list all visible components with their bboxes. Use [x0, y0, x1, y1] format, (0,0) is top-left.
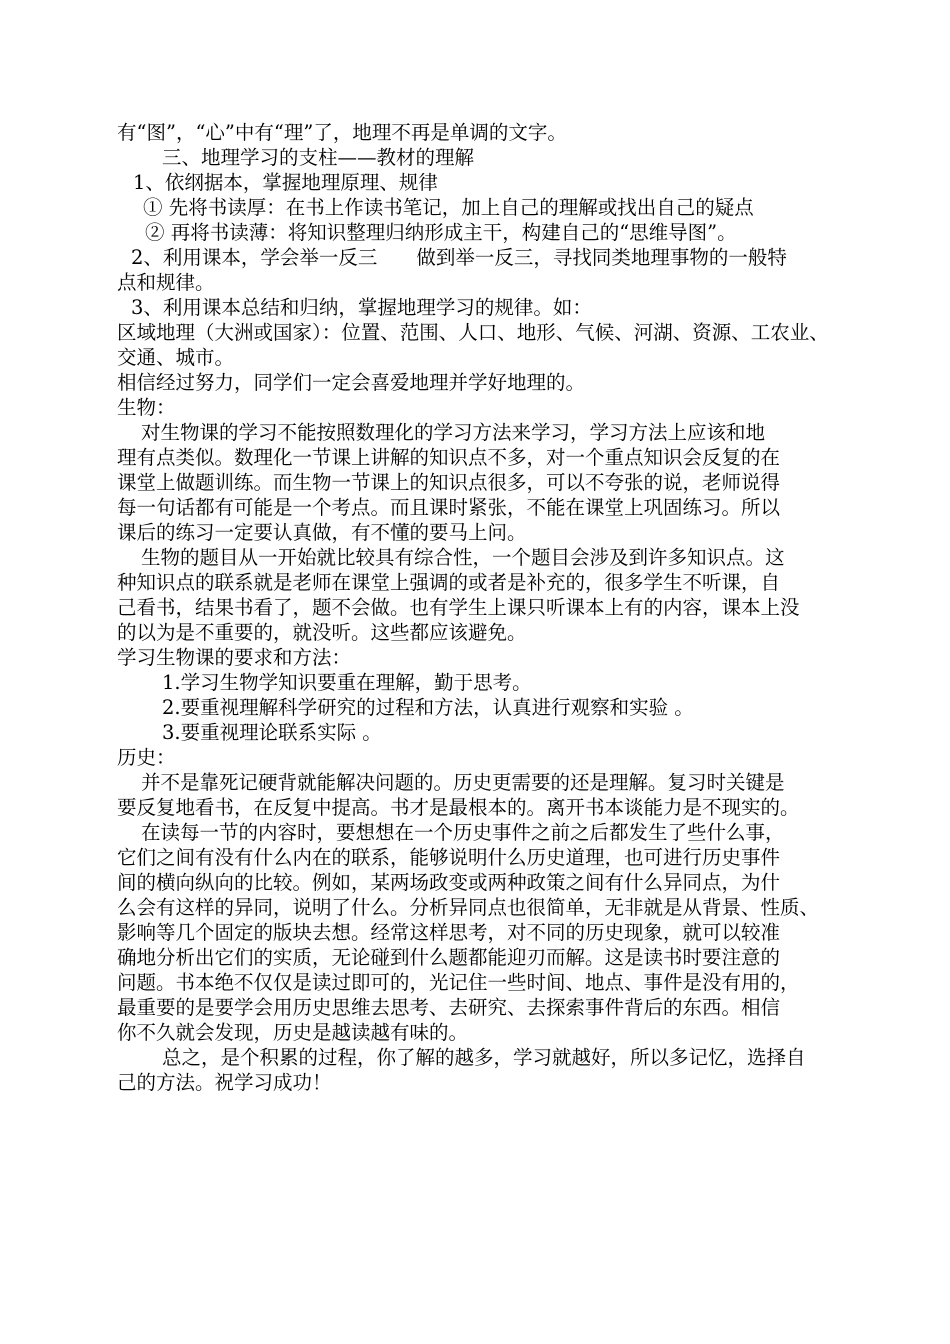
paragraph-line: 确地分析出它们的实质，无论碰到什么题都能迎刃而解。这是读书时要注意的	[117, 946, 781, 969]
conclusion-line: 己的方法。祝学习成功！	[117, 1071, 332, 1094]
geography-regional-line1: 区域地理（大洲或国家）：位置、范围、人口、地形、气候、河湖、资源、工农业、	[117, 321, 829, 344]
paragraph-line: 在读每一节的内容时，要想想在一个历史事件之前之后都发生了些什么事，	[141, 821, 785, 844]
paragraph-line: 对生物课的学习不能按照数理化的学习方法来学习，学习方法上应该和地	[141, 421, 766, 444]
paragraph-line: 问题。书本绝不仅仅是读过即可的，光记住一些时间、地点、事件是没有用的，	[117, 971, 800, 994]
paragraph-line: 你不久就会发现，历史是越读越有味的。	[117, 1021, 469, 1044]
paragraph-line: 么会有这样的异同，说明了什么。分析异同点也很简单，无非就是从背景、性质、	[117, 896, 820, 919]
history-heading: 历史：	[117, 746, 176, 769]
geography-intro-end: 有“图”，“心”中有“理”了，地理不再是单调的文字。	[117, 121, 567, 144]
biology-requirement-3: 3.要重视理论联系实际 。	[162, 721, 382, 744]
biology-requirement-2: 2.要重视理解科学研究的过程和方法，认真进行观察和实验 。	[162, 696, 694, 719]
paragraph-line: 并不是靠死记硬背就能解决问题的。历史更需要的还是理解。复习时关键是	[141, 771, 785, 794]
paragraph-line: 课堂上做题训练。而生物一节课上的知识点很多，可以不夸张的说，老师说得	[117, 471, 781, 494]
document-body	[117, 120, 877, 1095]
paragraph-line: 它们之间有没有什么内在的联系，能够说明什么历史道理，也可进行历史事件	[117, 846, 781, 869]
paragraph-line: 课后的练习一定要认真做，有不懂的要马上问。	[117, 521, 527, 544]
geography-section-title: 三、地理学习的支柱——教材的理解	[162, 146, 475, 169]
conclusion-line: 总之，是个积累的过程，你了解的越多，学习就越好，所以多记忆，选择自	[162, 1046, 806, 1069]
paragraph-line: 影响等几个固定的版块去想。经常这样思考，对不同的历史现象，就可以较准	[117, 921, 781, 944]
geography-point-3: 3、利用课本总结和归纳，掌握地理学习的规律。如：	[131, 296, 592, 319]
biology-requirement-1: 1.学习生物学知识要重在理解，勤于思考。	[162, 671, 532, 694]
geography-point-1: 1、依纲据本，掌握地理原理、规律	[133, 171, 438, 194]
geography-point-1a: ① 先将书读厚：在书上作读书笔记，加上自己的理解或找出自己的疑点	[143, 196, 754, 219]
geography-point-2-line2: 点和规律。	[117, 271, 215, 294]
paragraph-line: 的以为是不重要的，就没听。这些都应该避免。	[117, 621, 527, 644]
biology-requirements-heading: 学习生物课的要求和方法：	[117, 646, 352, 669]
paragraph-line: 最重要的是要学会用历史思维去思考、去研究、去探索事件背后的东西。相信	[117, 996, 781, 1019]
paragraph-line: 种知识点的联系就是老师在课堂上强调的或者是补充的，很多学生不听课，自	[117, 571, 781, 594]
paragraph-line: 要反复地看书，在反复中提高。书才是最根本的。离开书本谈能力是不现实的。	[117, 796, 800, 819]
paragraph-line: 理有点类似。数理化一节课上讲解的知识点不多，对一个重点知识会反复的在	[117, 446, 781, 469]
paragraph-line: 每一句话都有可能是一个考点。而且课时紧张，不能在课堂上巩固练习。所以	[117, 496, 781, 519]
geography-point-2-line1: 2、利用课本，学会举一反三 做到举一反三，寻找同类地理事物的一般特	[131, 246, 787, 269]
geography-point-1b: ② 再将书读薄：将知识整理归纳形成主干，构建自己的“思维导图”。	[145, 221, 737, 244]
paragraph-line: 间的横向纵向的比较。例如，某两场政变或两种政策之间有什么异同点，为什	[117, 871, 781, 894]
paragraph-line: 生物的题目从一开始就比较具有综合性，一个题目会涉及到许多知识点。这	[141, 546, 785, 569]
biology-heading: 生物：	[117, 396, 176, 419]
geography-closing: 相信经过努力，同学们一定会喜爱地理并学好地理的。	[117, 371, 586, 394]
geography-regional-line2: 交通、城市。	[117, 346, 235, 369]
paragraph-line: 己看书，结果书看了，题不会做。也有学生上课只听课本上有的内容，课本上没	[117, 596, 800, 619]
